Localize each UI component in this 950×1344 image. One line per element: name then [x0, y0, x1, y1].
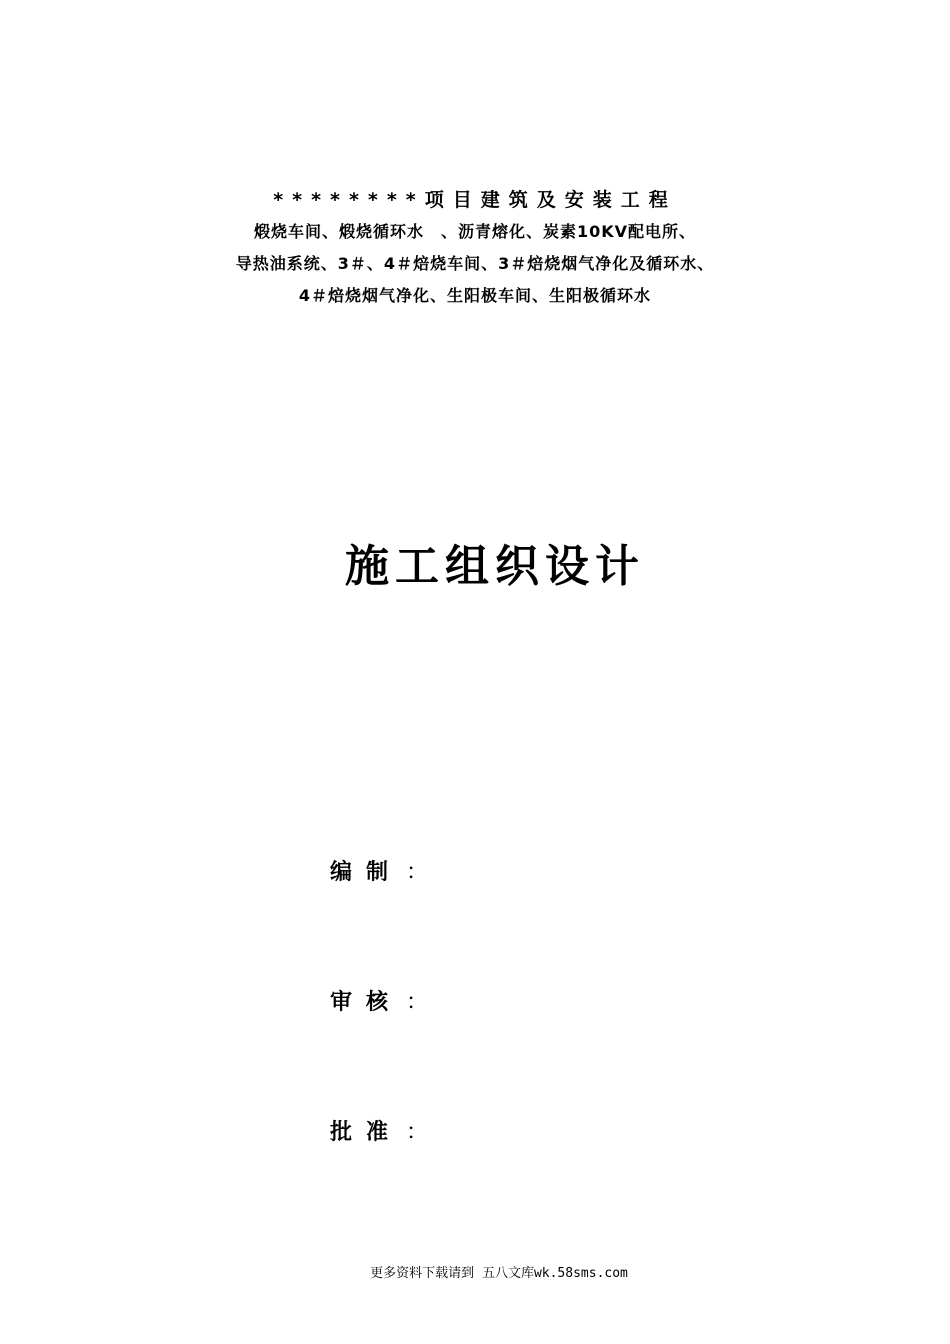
project-header: [0, 184, 950, 312]
scope-line-3: 4＃焙烧烟气净化、生阳极车间、生阳极循环水: [298, 286, 652, 305]
signature-colon: ：: [406, 1119, 429, 1145]
signature-label-compiled-by: 编制: [330, 859, 403, 885]
scope-line-2: 导热油系统、3＃、4＃焙烧车间、3＃焙烧烟气净化及循环水、: [235, 254, 715, 273]
signature-row-compiled-by: [330, 850, 428, 890]
footer-watermark-text: 更多资料下载请到 五八文库wk.58sms.com: [370, 1266, 628, 1281]
project-title: ********项目建筑及安装工程: [273, 189, 677, 211]
signature-row-approved-by: [330, 1110, 428, 1150]
signature-row-reviewed-by: [330, 980, 428, 1020]
document-title: 施工组织设计: [345, 541, 645, 592]
signature-colon: ：: [406, 989, 429, 1015]
signature-colon: ：: [406, 859, 429, 885]
signature-label-approved-by: 批准: [330, 1119, 403, 1145]
signature-label-reviewed-by: 审核: [330, 989, 403, 1015]
scope-line-1: 煅烧车间、煅烧循环水 、沥青熔化、炭素10KV配电所、: [253, 222, 697, 241]
